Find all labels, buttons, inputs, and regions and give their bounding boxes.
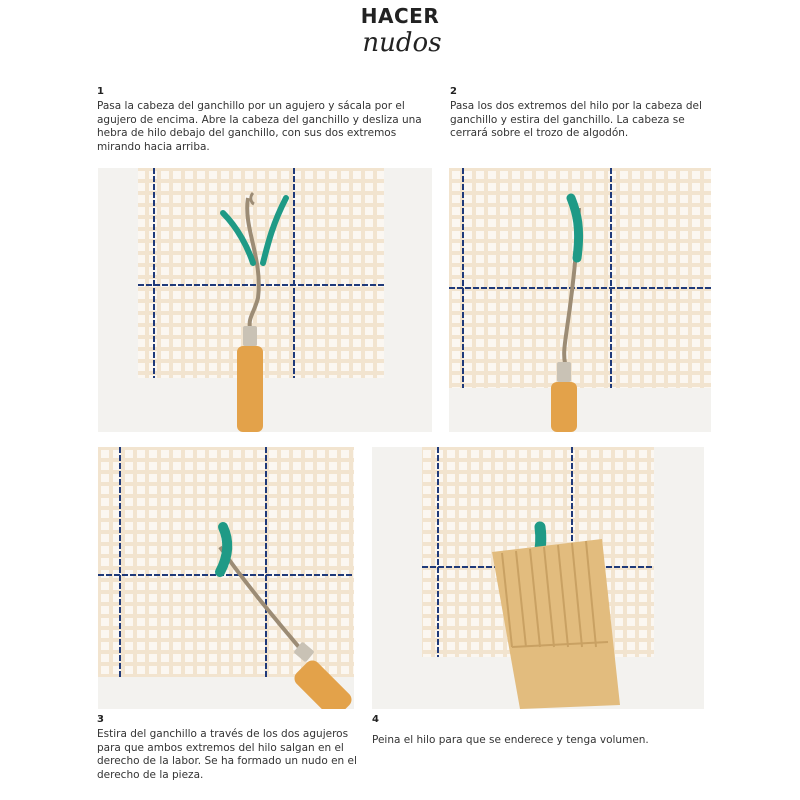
step-4-number: 4 xyxy=(372,714,379,725)
page-subtitle: nudos xyxy=(362,28,442,58)
page-title: HACER xyxy=(360,4,440,28)
step-2-number: 2 xyxy=(450,86,457,97)
step-4-photo xyxy=(372,447,704,709)
step-3-number: 3 xyxy=(97,714,104,725)
hook-handle xyxy=(237,346,263,432)
step-1-text: Pasa la cabeza del ganchillo por un agujero y sácala por el agujero de encima. Abre la cabeza del ganchillo y desliza una hebra de hilo debajo del ganchillo, con sus dos extremos mirando hacia arriba. xyxy=(97,100,422,153)
step-3-text: Estira del ganchillo a través de los dos agujeros para que ambos extremos del hilo salgan en el derecho de la labor. Se ha formado un nudo en el derecho de la pieza. xyxy=(97,728,357,781)
step-4-text: Peina el hilo para que se enderece y tenga volumen. xyxy=(372,734,649,746)
hook-ferrule xyxy=(243,326,257,346)
step-2-photo xyxy=(449,168,711,432)
canvas-mesh xyxy=(138,168,384,378)
step-1-photo xyxy=(98,168,432,432)
step-3-photo xyxy=(98,447,354,709)
step-2-text: Pasa los dos extremos del hilo por la cabeza del ganchillo y estira del ganchillo. La cabeza se cerrará sobre el trozo de algodón. xyxy=(450,100,702,139)
step-1-number: 1 xyxy=(97,86,104,97)
